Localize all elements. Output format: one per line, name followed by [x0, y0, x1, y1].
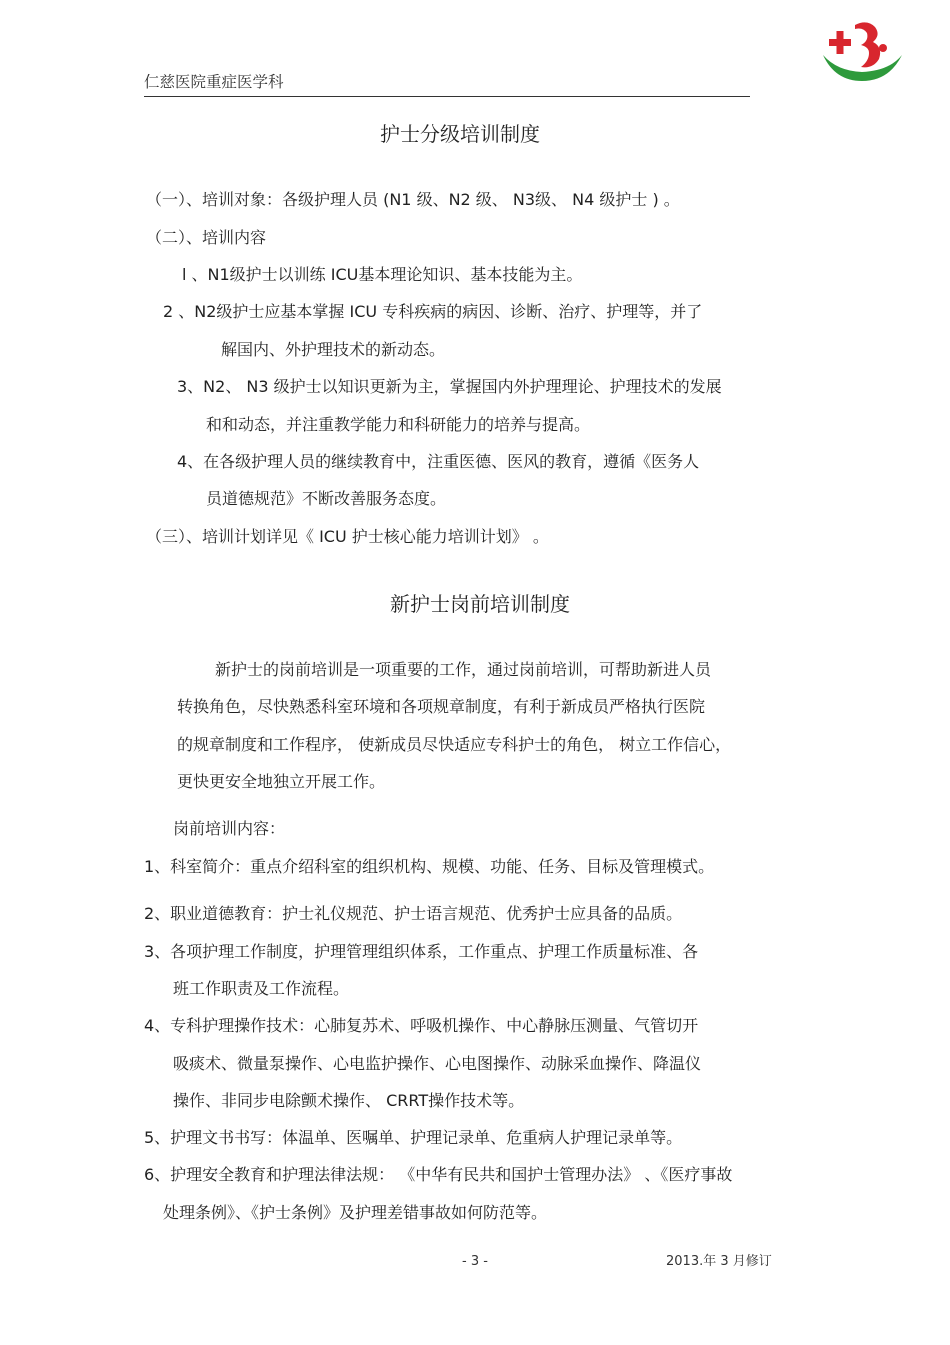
hospital-logo-icon: [815, 15, 910, 85]
section1-line: 解国内、外护理技术的新动态。: [221, 340, 446, 359]
list-item: 4、专科护理操作技术：心肺复苏术、呼吸机操作、中心静脉压测量、气管切开: [144, 1016, 699, 1035]
section2-intro-line: 转换角色，尽快熟悉科室环境和各项规章制度，有利于新成员严格执行医院: [177, 697, 706, 716]
content-label: 岗前培训内容：: [173, 819, 286, 838]
section1-line: l 、N1级护士以训练 ICU基本理论知识、基本技能为主。: [182, 265, 583, 284]
list-item: 6、护理安全教育和护理法律法规： 《中华有民共和国护士管理办法》 、《医疗事故: [144, 1165, 733, 1184]
page-number: - 3 -: [462, 1254, 488, 1269]
section1-line: 4、在各级护理人员的继续教育中，注重医德、医风的教育，遵循《医务人: [177, 452, 700, 471]
header-rule: [144, 96, 750, 97]
header-department: 仁慈医院重症医学科: [144, 73, 284, 91]
list-item: 班工作职责及工作流程。: [173, 979, 350, 998]
section1-line: 3、N2、 N3 级护士以知识更新为主，掌握国内外护理理论、护理技术的发展: [177, 377, 722, 396]
list-item: 3、各项护理工作制度，护理管理组织体系，工作重点、护理工作质量标准、各: [144, 942, 699, 961]
section1-line: （二）、培训内容: [146, 228, 267, 247]
list-item: 2、职业道德教育：护士礼仪规范、护士语言规范、优秀护士应具备的品质。: [144, 904, 683, 923]
section2-intro-line: 更快更安全地独立开展工作。: [177, 772, 386, 791]
section2-title: 新护士岗前培训制度: [390, 592, 570, 616]
section1-line: （一）、培训对象：各级护理人员 (N1 级、N2 级、 N3级、 N4 级护士 ) 。: [146, 190, 680, 209]
revision-date: 2013.年 3 月修订: [666, 1254, 772, 1269]
list-item: 处理条例》、《护士条例》及护理差错事故如何防范等。: [163, 1203, 548, 1222]
section1-title: 护士分级培训制度: [380, 122, 540, 146]
section1-line: 和和动态，并注重教学能力和科研能力的培养与提高。: [206, 415, 591, 434]
list-item: 操作、非同步电除颤术操作、 CRRT操作技术等。: [173, 1091, 525, 1110]
list-item: 1、科室简介：重点介绍科室的组织机构、规模、功能、任务、目标及管理模式。: [144, 857, 715, 876]
list-item: 吸痰术、微量泵操作、心电监护操作、心电图操作、动脉采血操作、降温仪: [173, 1054, 702, 1073]
section1-line: （三）、培训计划详见《 ICU 护士核心能力培训计划》 。: [146, 527, 549, 546]
section2-intro-line: 新护士的岗前培训是一项重要的工作，通过岗前培训，可帮助新进人员: [215, 660, 712, 679]
section2-intro-line: 的规章制度和工作程序， 使新成员尽快适应专科护士的角色， 树立工作信心，: [177, 735, 732, 754]
section1-line: 员道德规范》不断改善服务态度。: [206, 489, 447, 508]
section1-line: 2 、N2级护士应基本掌握 ICU 专科疾病的病因、诊断、治疗、护理等，并了: [163, 302, 703, 321]
list-item: 5、护理文书书写：体温单、医嘱单、护理记录单、危重病人护理记录单等。: [144, 1128, 683, 1147]
